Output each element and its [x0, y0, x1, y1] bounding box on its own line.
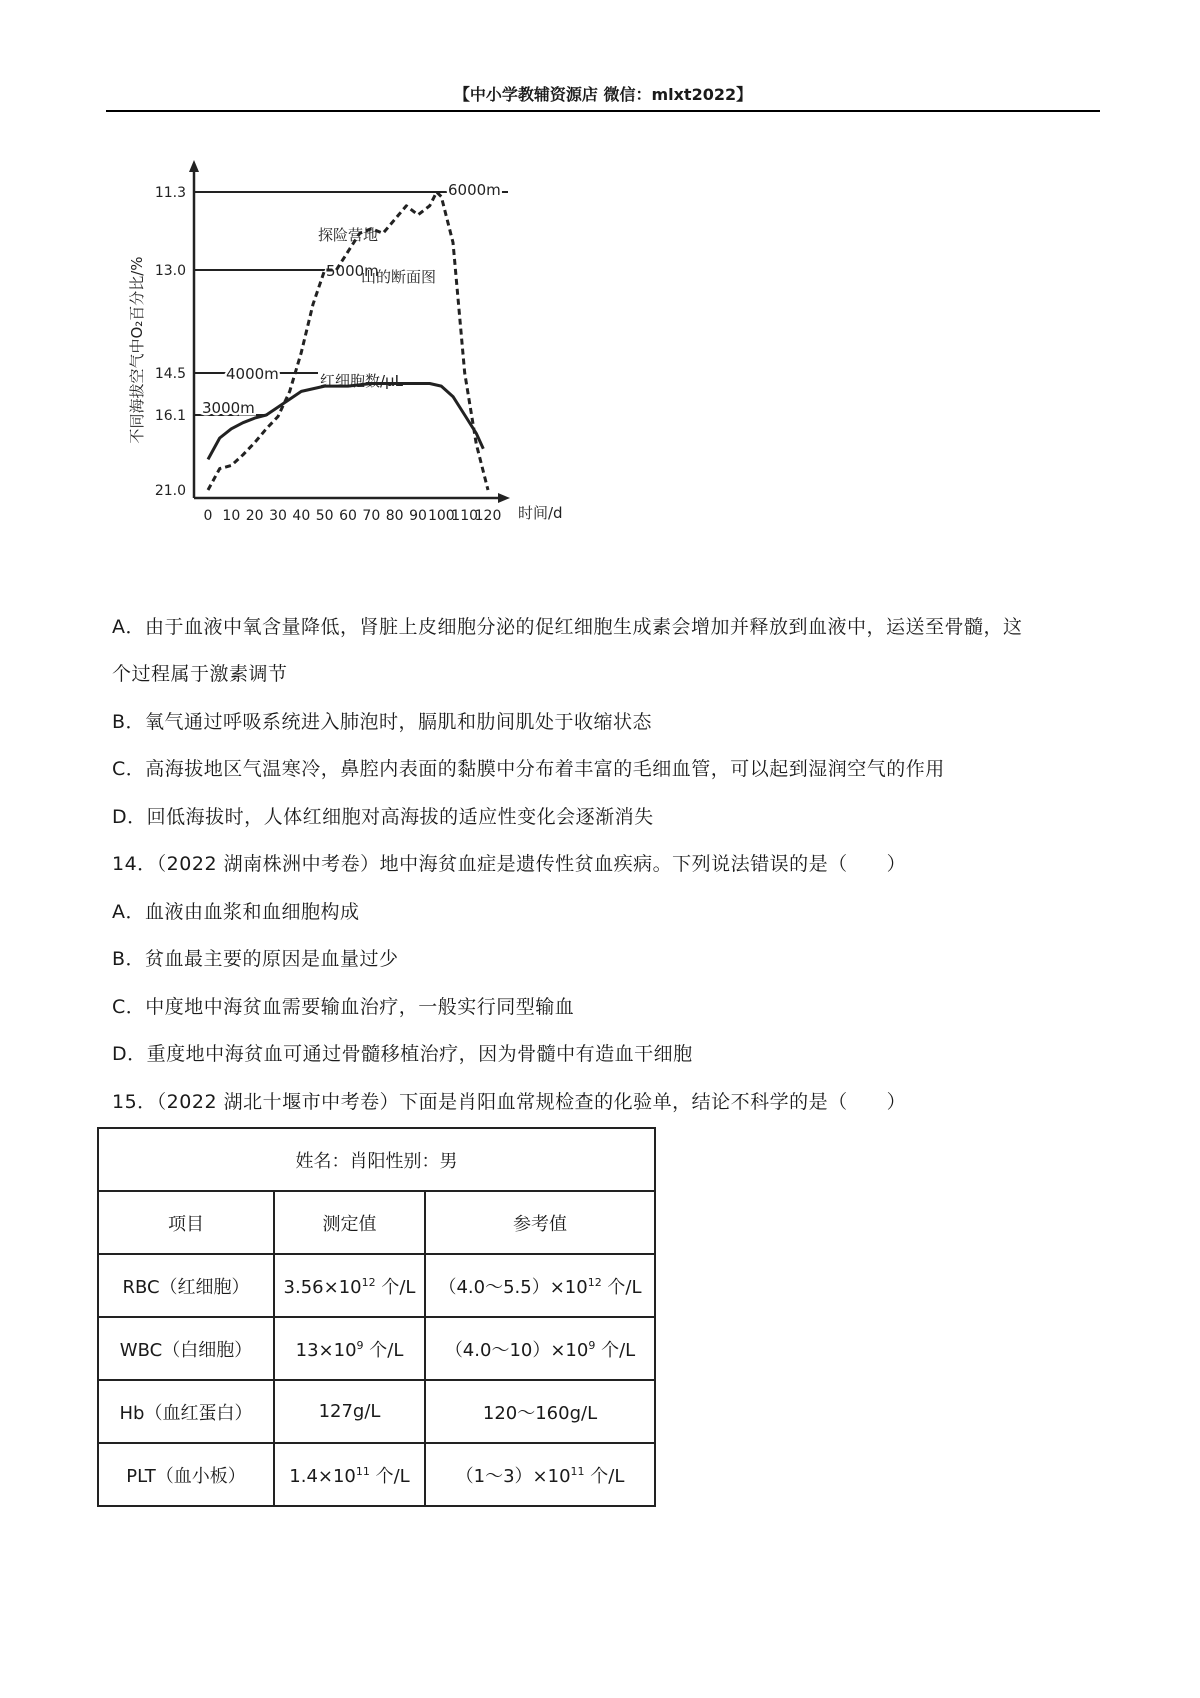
- q13-option-a-line1: A．由于血液中氧含量降低，肾脏上皮细胞分泌的促红细胞生成素会增加并释放到血液中，运送至骨髓，这: [112, 616, 1023, 638]
- q13-option-d: D．回低海拔时，人体红细胞对高海拔的适应性变化会逐渐消失: [112, 806, 654, 828]
- q14-option-a: A．血液由血浆和血细胞构成: [112, 901, 360, 923]
- y-tick-label: 21.0: [154, 483, 186, 499]
- y-tick-label: 16.1: [154, 408, 186, 424]
- row-reference: $(4.0\sim 10)\times 10^9$ 个/L: [425, 1317, 655, 1380]
- x-tick-label: 10: [222, 508, 241, 524]
- y-tick-label: 11.3: [154, 185, 186, 201]
- altitude-label: 6000m: [448, 181, 501, 199]
- altitude-label: 4000m: [226, 365, 279, 383]
- row-measured: $13\times 10^9$ 个/L: [274, 1317, 425, 1380]
- q13-option-c: C．高海拔地区气温寒冷，鼻腔内表面的黏膜中分布着丰富的毛细血管，可以起到湿润空气的作用: [112, 758, 945, 780]
- header-item: 项目: [98, 1191, 274, 1254]
- blood-test-table: [97, 1127, 656, 1507]
- q14-option-b: B．贫血最主要的原因是血量过少: [112, 948, 399, 970]
- y-tick-label: 14.5: [154, 366, 186, 382]
- q14-stem: 14．（2022 湖南株洲中考卷）地中海贫血症是遗传性贫血疾病。下列说法错误的是（ ）: [112, 853, 907, 875]
- table-title: 姓名：肖阳性别：男: [98, 1128, 655, 1191]
- q14-option-d: D．重度地中海贫血可通过骨髓移植治疗，因为骨髓中有造血干细胞: [112, 1043, 693, 1065]
- row-reference: 120～160g/L: [425, 1380, 655, 1443]
- altitude-chart: [118, 160, 598, 530]
- x-axis-arrow: [498, 493, 510, 503]
- table-row: [98, 1317, 655, 1380]
- x-tick-label: 0: [203, 508, 213, 524]
- row-reference: $(4.0\sim 5.5)\times 10^{12}$ 个/L: [425, 1254, 655, 1317]
- x-tick-label: 110: [451, 508, 479, 524]
- page-header: 【中小学教辅资源店 微信：mlxt2022】: [453, 85, 753, 104]
- annotation-rbc: 红细胞数/μL: [320, 372, 403, 390]
- table-row: [98, 1380, 655, 1443]
- header-measured: 测定值: [274, 1191, 425, 1254]
- row-item: RBC（红细胞）: [98, 1254, 274, 1317]
- row-measured: $3.56\times 10^{12}$ 个/L: [274, 1254, 425, 1317]
- x-tick-label: 50: [315, 508, 334, 524]
- x-tick-label: 80: [385, 508, 404, 524]
- x-tick-label: 30: [269, 508, 287, 524]
- q15-stem: 15．（2022 湖北十堰市中考卷）下面是肖阳血常规检查的化验单，结论不科学的是（ ）: [112, 1091, 907, 1113]
- row-item: PLT（血小板）: [98, 1443, 274, 1506]
- row-reference: $(1\sim 3)\times 10^{11}$ 个/L: [425, 1443, 655, 1506]
- header-reference: 参考值: [425, 1191, 655, 1254]
- altitude-label: 3000m: [202, 399, 255, 417]
- x-tick-label: 90: [409, 508, 427, 524]
- row-measured: 127g/L: [274, 1380, 425, 1443]
- annotation-profile: 山的断面图: [361, 268, 437, 286]
- x-tick-label: 40: [292, 508, 311, 524]
- q13-option-a-line2: 个过程属于激素调节: [112, 663, 288, 685]
- row-item: Hb（血红蛋白）: [98, 1380, 274, 1443]
- y-tick-label: 13.0: [154, 263, 186, 279]
- annotation-camp: 探险营地: [318, 226, 379, 244]
- table-header-row: [98, 1191, 655, 1254]
- table-row: [98, 1443, 655, 1506]
- x-tick-label: 70: [362, 508, 381, 524]
- q13-option-b: B．氧气通过呼吸系统进入肺泡时，膈肌和肋间肌处于收缩状态: [112, 711, 653, 733]
- x-tick-label: 60: [339, 508, 357, 524]
- x-tick-label: 20: [245, 508, 264, 524]
- table-title-row: [98, 1128, 655, 1191]
- row-item: WBC（白细胞）: [98, 1317, 274, 1380]
- x-tick-label: 100: [427, 508, 455, 524]
- y-axis-label: 不同海拔空气中O₂百分比/%: [128, 256, 146, 444]
- q14-option-c: C．中度地中海贫血需要输血治疗，一般实行同型输血: [112, 996, 575, 1018]
- table-row: [98, 1254, 655, 1317]
- y-axis-arrow: [189, 160, 199, 172]
- altitude-label: 5000m: [326, 262, 379, 280]
- x-tick-label: 120: [474, 508, 502, 524]
- row-measured: $1.4\times 10^{11}$ 个/L: [274, 1443, 425, 1506]
- header-rule: [106, 110, 1100, 112]
- x-axis-label: 时间/d: [518, 504, 563, 522]
